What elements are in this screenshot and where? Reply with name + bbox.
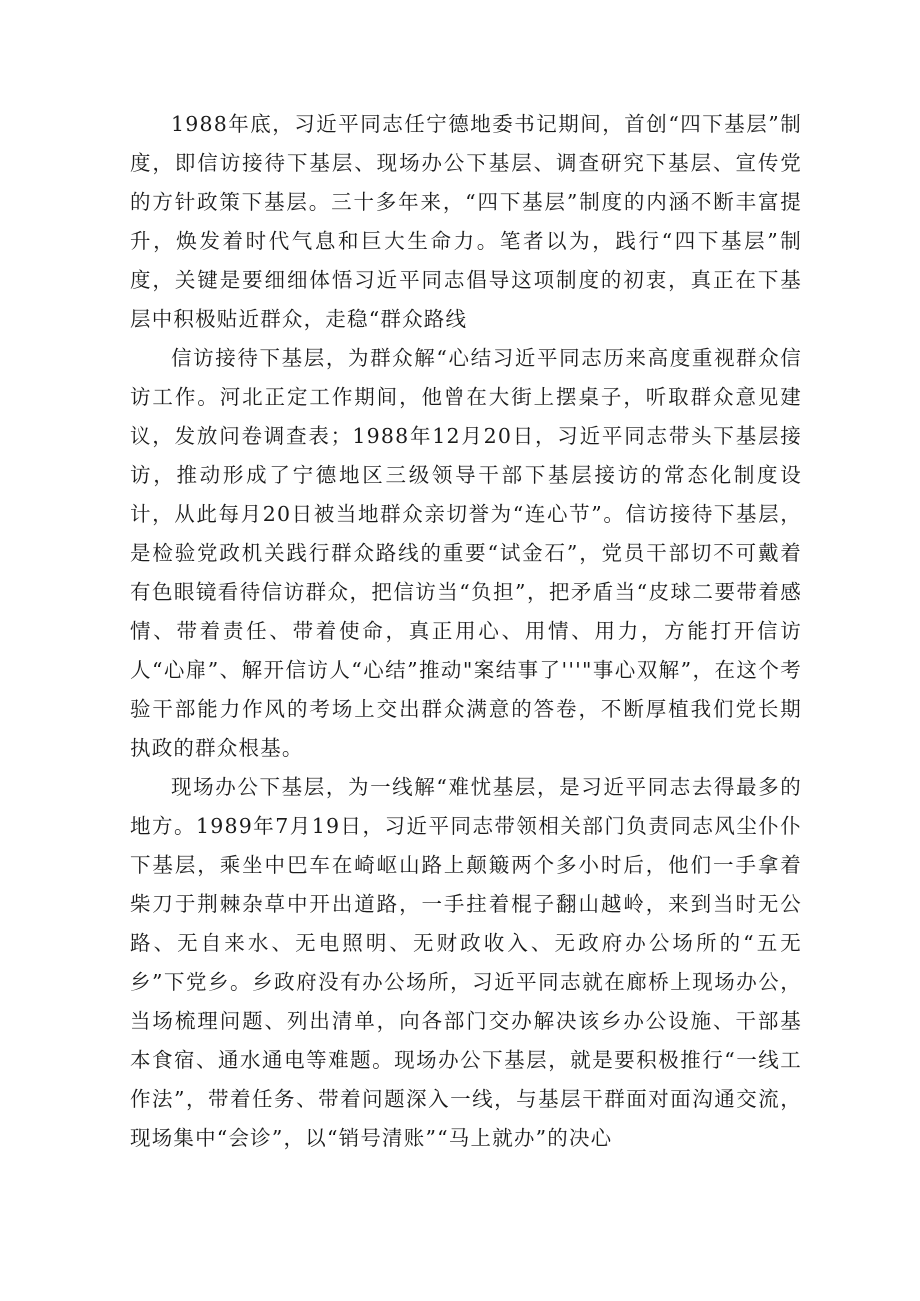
paragraph-2: 信访接待下基层，为群众解“心结习近平同志历来高度重视群众信访工作。河北正定工作期间，他曾在大街上摆桌子，听取群众意见建议，发放问卷调查表；1988年12月20日，习近平同志带头下基层接访，推动形成了宁德地区三级领导干部下基层接访的常态化制度设计，从此每月20日被当地群众亲切誉为“连心节”。信访接待下基层，是检验党政机关践行群众路线的重要“试金石”，党员干部切不可戴着有色眼镜看待信访群众，把信访当“负担”，把矛盾当“皮球二要带着感情、带着责任、带着使命，真正用心、用情、用力，方能打开信访人“心扉”、解开信访人“心结”推动"案结事了'''"事心双解”，在这个考验干部能力作风的考场上交出群众满意的答卷，不断厚植我们党长期执政的群众根基。 — [130, 346, 802, 760]
document-page — [130, 105, 802, 1158]
paragraph-3: 现场办公下基层，为一线解“难忧基层，是习近平同志去得最多的地方。1989年7月19日，习近平同志带领相关部门负责同志风尘仆仆下基层，乘坐中巴车在崎岖山路上颠簸两个多小时后，他们一手拿着柴刀于荆棘杂草中开出道路，一手拄着棍子翻山越岭，来到当时无公路、无自来水、无电照明、无财政收入、无政府办公场所的“五无乡”下党乡。乡政府没有办公场所，习近平同志就在廊桥上现场办公，当场梳理问题、列出清单，向各部门交办解决该乡办公设施、干部基本食宿、通水通电等难题。现场办公下基层，就是要积极推行“一线工作法”，带着任务、带着问题深入一线，与基层干群面对面沟通交流，现场集中“会诊”，以“销号清账”“马上就办”的决心 — [130, 775, 802, 1150]
paragraph-1: 1988年底，习近平同志任宁德地委书记期间，首创“四下基层”制度，即信访接待下基层、现场办公下基层、调查研究下基层、宣传党的方针政策下基层。三十多年来，“四下基层”制度的内涵不断丰富提升，焕发着时代气息和巨大生命力。笔者以为，践行“四下基层”制度，关键是要细细体悟习近平同志倡导这项制度的初衷，真正在下基层中积极贴近群众，走稳“群众路线 — [130, 112, 802, 331]
